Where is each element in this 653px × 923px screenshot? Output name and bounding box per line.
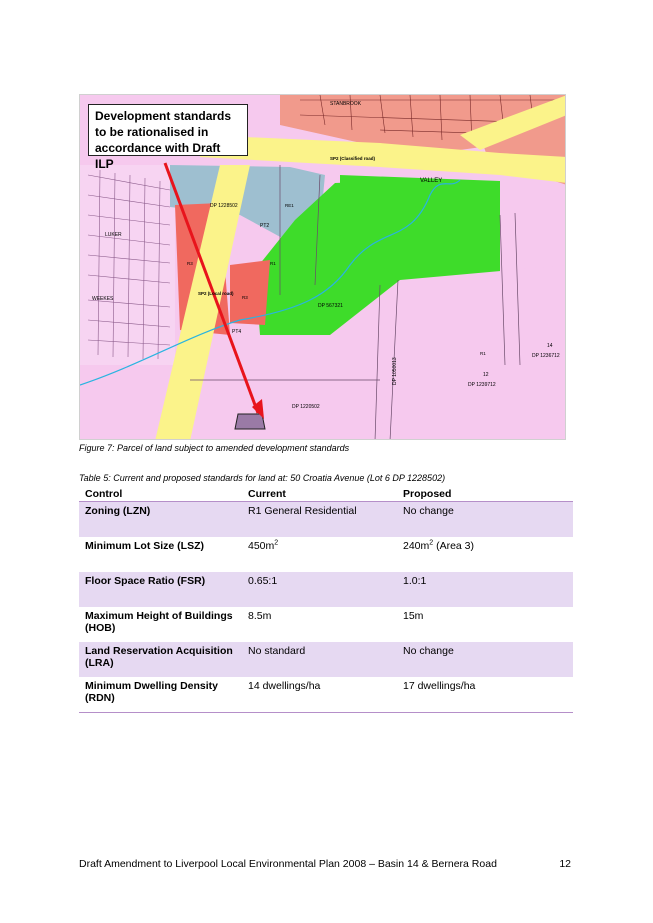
label-dp6: DP 1236712 bbox=[532, 353, 560, 359]
table-row bbox=[79, 677, 573, 713]
table-header-row bbox=[79, 486, 573, 502]
label-pt4: PT4 bbox=[232, 329, 242, 335]
proposed-cell: No change bbox=[397, 642, 573, 677]
label-valley: VALLEY bbox=[420, 178, 443, 184]
proposed-cell: No change bbox=[397, 502, 573, 538]
map-callout-box: Development standards to be rationalised in accordance with Draft ILP bbox=[88, 104, 248, 156]
label-lot14: 14 bbox=[547, 343, 553, 349]
label-lot12: 12 bbox=[483, 372, 489, 378]
label-re1: RE1 bbox=[285, 203, 294, 208]
current-value: 450m bbox=[248, 540, 275, 552]
residential-lots bbox=[80, 165, 175, 365]
current-cell bbox=[242, 537, 397, 572]
standards-table bbox=[79, 486, 573, 713]
label-dp5: DP 1050013 bbox=[392, 357, 398, 385]
table-row bbox=[79, 502, 573, 538]
current-superscript: 2 bbox=[274, 539, 279, 547]
label-sp2-road: SP2 (Classified road) bbox=[330, 156, 376, 161]
label-dp3: DP 1220502 bbox=[292, 404, 320, 410]
table-title: Table 5: Current and proposed standards for land at: 50 Croatia Avenue (Lot 6 DP 1228502) bbox=[79, 473, 446, 483]
label-r3-centre: R3 bbox=[242, 295, 248, 300]
header-current: Current bbox=[242, 486, 397, 502]
label-weekes: WEEKES bbox=[92, 296, 114, 302]
label-r1-centre: R1 bbox=[270, 261, 276, 266]
label-dp1: DP 1228502 bbox=[210, 203, 238, 209]
table-row bbox=[79, 537, 573, 572]
current-cell: R1 General Residential bbox=[242, 502, 397, 538]
proposed-cell: 15m bbox=[403, 610, 424, 622]
page-footer bbox=[79, 858, 571, 870]
control-cell: Land Reservation Acquisition (LRA) bbox=[79, 642, 242, 677]
label-dp2: DP 567321 bbox=[318, 303, 343, 309]
subject-parcel bbox=[235, 414, 265, 429]
figure-caption: Figure 7: Parcel of land subject to amended development standards bbox=[79, 443, 350, 453]
current-cell: 14 dwellings/ha bbox=[242, 677, 397, 713]
control-cell: Zoning (LZN) bbox=[79, 502, 242, 538]
label-sp2-local: SP2 (Local road) bbox=[198, 291, 234, 296]
control-cell: Floor Space Ratio (FSR) bbox=[79, 572, 242, 607]
label-pt2: PT2 bbox=[260, 223, 270, 229]
control-cell: Minimum Lot Size (LSZ) bbox=[85, 540, 204, 552]
table-row bbox=[79, 607, 573, 642]
control-cell: Minimum Dwelling Density (RDN) bbox=[79, 677, 242, 713]
current-cell: 0.65:1 bbox=[242, 572, 397, 607]
control-cell: Maximum Height of Buildings (HOB) bbox=[85, 610, 233, 634]
page-number: 12 bbox=[559, 858, 571, 870]
proposed-value: 240m bbox=[403, 540, 430, 552]
label-r1-right: R1 bbox=[480, 351, 486, 356]
footer-text: Draft Amendment to Liverpool Local Environmental Plan 2008 – Basin 14 & Bernera Road bbox=[79, 858, 497, 870]
table-row bbox=[79, 642, 573, 677]
label-dp4: DP 1239712 bbox=[468, 382, 496, 388]
proposed-cell: 1.0:1 bbox=[397, 572, 573, 607]
label-r3-left: R3 bbox=[187, 261, 193, 266]
proposed-superscript: 2 bbox=[429, 539, 434, 547]
label-luker: LUKER bbox=[105, 232, 122, 238]
proposed-cell: 17 dwellings/ha bbox=[397, 677, 573, 713]
proposed-cell bbox=[397, 537, 573, 572]
table-row bbox=[79, 572, 573, 607]
proposed-suffix: (Area 3) bbox=[433, 540, 475, 552]
header-proposed: Proposed bbox=[397, 486, 573, 502]
current-cell: No standard bbox=[242, 642, 397, 677]
label-stanbrook: STANBROOK bbox=[330, 101, 362, 107]
current-cell: 8.5m bbox=[248, 610, 272, 622]
header-control: Control bbox=[79, 486, 242, 502]
